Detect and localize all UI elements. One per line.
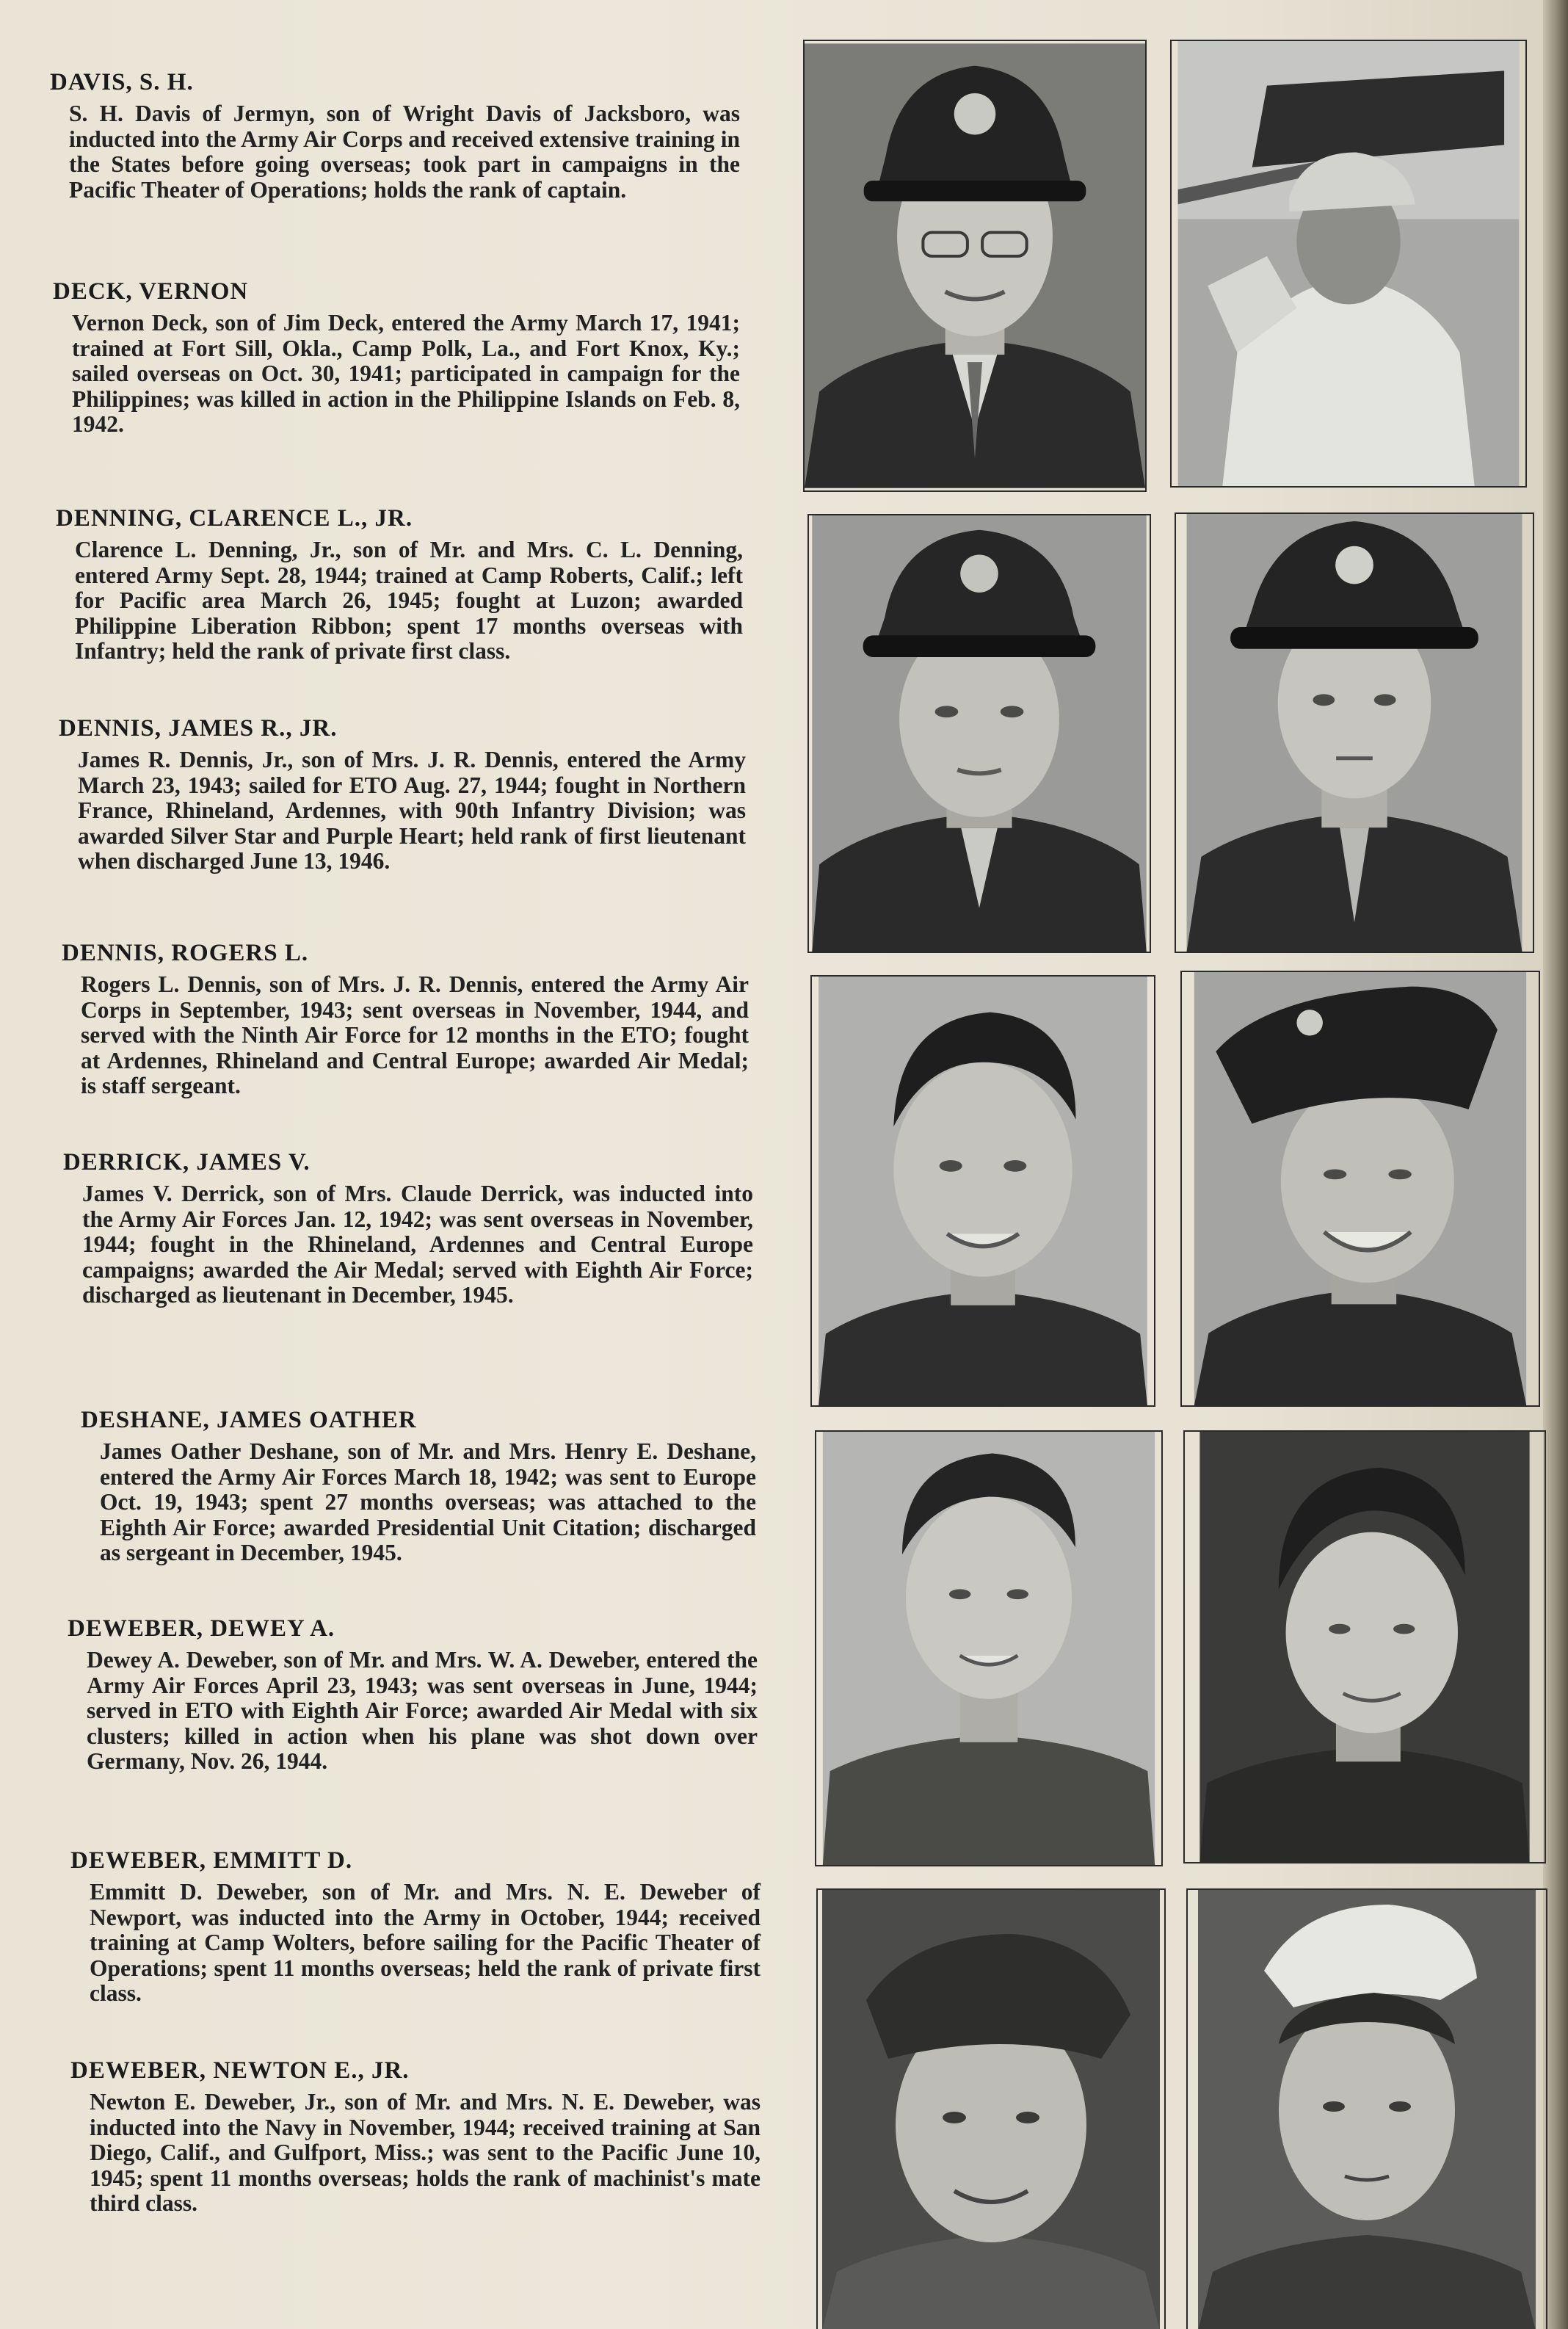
entry-text: Newton E. Deweber, Jr., son of Mr. and Mrs. N. E. Deweber, was inducted into the Navy in November, 1944; received training at San Diego, Calif., and Gulfport, Miss.; was sent to the Pacific June 10, 1945; spent 11 months overseas; holds the rank of machinist's mate third class.	[90, 2089, 761, 2217]
entry-name: DESHANE, JAMES OATHER	[81, 1407, 417, 1433]
portrait-officer-cap	[805, 41, 1145, 490]
portrait-photo	[816, 1888, 1166, 2329]
portrait-garrison-cap	[818, 1890, 1164, 2329]
entry-text: Vernon Deck, son of Jim Deck, entered the Army March 17, 1941; trained at Fort Sill, Okla., Camp Polk, La., and Fort Knox, Ky.; sailed overseas on Oct. 30, 1941; participated in campaign for the Philippines; was killed in action in the Philippine Islands on Feb. 8, 1942.	[72, 310, 740, 438]
portrait-bareheaded	[816, 1432, 1161, 1865]
biography-entry	[70, 2056, 761, 2217]
portrait-photo	[1175, 512, 1534, 953]
entry-name: DECK, VERNON	[53, 278, 249, 305]
biography-entry	[59, 714, 746, 874]
entry-text: James V. Derrick, son of Mrs. Claude Derrick, was inducted into the Army Air Forces Jan. 12, 1942; was sent overseas in November, 1944; fought in the Rhineland, Ardennes and Central Europe campaigns; awarded the Air Medal; served with Eighth Air Force; discharged as lieutenant in December, 1945.	[82, 1181, 753, 1308]
entry-name: DENNIS, ROGERS L.	[62, 940, 309, 966]
entry-name: DENNIS, JAMES R., JR.	[59, 715, 338, 742]
entry-text: Dewey A. Deweber, son of Mr. and Mrs. W. A. Deweber, entered the Army Air Forces April 23, 1943; was sent overseas in June, 1944; served in ETO with Eighth Air Force; awarded Air Medal with six clusters; killed in action when his plane was shot down over Germany, Nov. 26, 1944.	[87, 1647, 758, 1775]
entry-text: James Oather Deshane, son of Mr. and Mrs. Henry E. Deshane, entered the Army Air Forces March 18, 1942; was sent to Europe Oct. 19, 1943; spent 27 months overseas; was attached to the Eighth Air Force; awarded Presidential Unit Citation; discharged as sergeant in December, 1945.	[100, 1438, 756, 1566]
portrait-sailor-cap	[1188, 1890, 1546, 2329]
entry-name: DENNING, CLARENCE L., JR.	[56, 505, 413, 532]
biography-entry	[56, 504, 743, 664]
entry-name: DEWEBER, NEWTON E., JR.	[70, 2057, 410, 2084]
biography-entry	[70, 1846, 761, 2007]
entry-name: DERRICK, JAMES V.	[63, 1149, 311, 1176]
entry-text: Rogers L. Dennis, son of Mrs. J. R. Dennis, entered the Army Air Corps in September, 1943; sent overseas in November, 1944, and served with the Ninth Air Force for 12 months in the ETO; fought at Ardennes, Rhineland and Central Europe; awarded Air Medal; is staff sergeant.	[81, 971, 749, 1099]
biography-entry	[62, 938, 749, 1099]
biography-entry	[68, 1614, 758, 1775]
biography-entry	[53, 277, 740, 438]
biography-entry	[50, 68, 740, 203]
entry-name: DEWEBER, DEWEY A.	[68, 1615, 335, 1642]
portrait-photo	[815, 1430, 1163, 1866]
portrait-officer-cap	[809, 515, 1150, 952]
entry-text: Emmitt D. Deweber, son of Mr. and Mrs. N. E. Deweber of Newport, was inducted into the Army in October, 1944; received training at Camp Wolters, before sailing for the Pacific Theater of Operations; spent 11 months overseas; held the rank of private first class.	[90, 1879, 761, 2007]
portrait-photo	[807, 514, 1151, 953]
portrait-officer-cap	[1176, 514, 1533, 952]
portrait-garrison-cap	[1182, 972, 1539, 1405]
biography-entry	[81, 1405, 756, 1566]
portrait-photo	[810, 975, 1155, 1407]
entry-name: DEWEBER, EMMITT D.	[70, 1847, 353, 1874]
biography-entry	[63, 1148, 753, 1308]
portrait-photo	[1186, 1888, 1547, 2329]
portrait-outdoor-airfield	[1172, 41, 1525, 486]
entry-name: DAVIS, S. H.	[50, 69, 194, 95]
portrait-photo	[1170, 40, 1527, 488]
portrait-photo	[803, 40, 1147, 492]
entry-text: Clarence L. Denning, Jr., son of Mr. and Mrs. C. L. Denning, entered Army Sept. 28, 1944; trained at Camp Roberts, Calif.; left for Pacific area March 26, 1945; fought at Luzon; awarded Philippine Liberation Ribbon; spent 17 months overseas with Infantry; held the rank of private first class.	[75, 537, 743, 664]
portrait-photo	[1180, 971, 1540, 1407]
entry-text: James R. Dennis, Jr., son of Mrs. J. R. Dennis, entered the Army March 23, 1943; sailed for ETO Aug. 27, 1944; fought in Northern France, Rhineland, Ardennes, with 90th Infantry Division; was awarded Silver Star and Purple Heart; held rank of first lieutenant when discharged June 13, 1946.	[78, 747, 746, 874]
portrait-bareheaded	[1185, 1432, 1545, 1862]
portrait-bareheaded	[812, 977, 1154, 1405]
entry-text: S. H. Davis of Jermyn, son of Wright Davis of Jacksboro, was inducted into the Army Air Corps and received extensive training in the States before going overseas; took part in campaigns in the Pacific Theater of Operations; holds the rank of captain.	[69, 101, 740, 203]
portrait-photo	[1183, 1430, 1546, 1863]
